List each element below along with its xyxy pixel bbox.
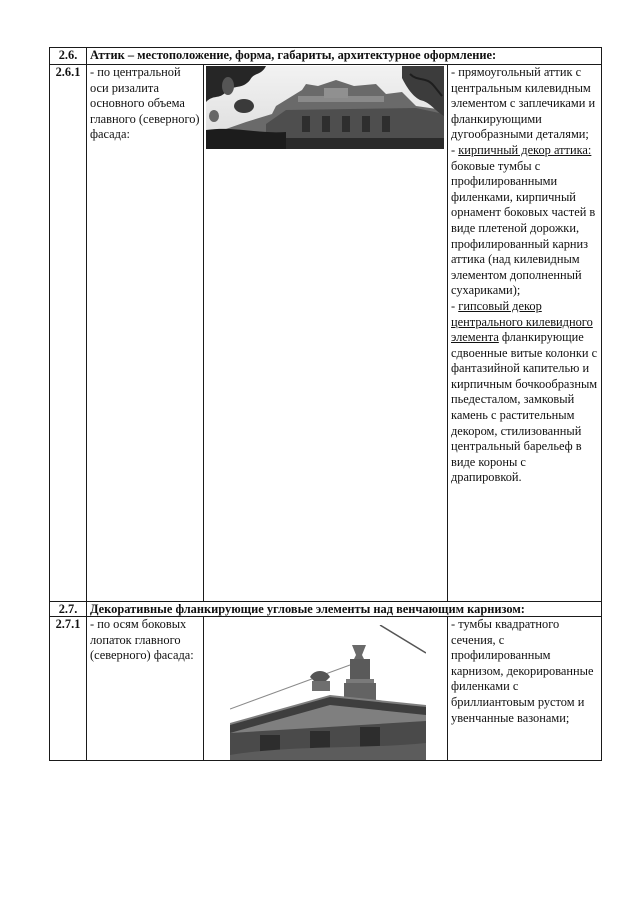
description-cell: - тумбы квадратного сечения, с профилированным карнизом, декорированные филенками с бриллиантовым рустом и увенчанные вазонами; [448, 617, 602, 761]
row-number: 2.6.1 [50, 65, 87, 602]
underlined-term: гипсовый декор центрального килевидного элемента [451, 298, 593, 345]
description-cell [448, 65, 602, 602]
photo-cell [204, 65, 448, 602]
dash: - [451, 142, 459, 157]
section-number: 2.7. [50, 602, 87, 617]
location-cell: - по осям боковых лопаток главного (северного) фасада: [87, 617, 204, 761]
description-paragraph [451, 143, 598, 299]
row-number: 2.7.1 [50, 617, 87, 761]
description-text: боковые тумбы с профилированными филенками, кирпичный орнамент боковых частей в виде плетеной дорожки, профилированный карниз аттика (над килевидным элементом дополненный сухариками); [451, 158, 596, 298]
section-number: 2.6. [50, 48, 87, 65]
description-paragraph [451, 299, 598, 486]
location-cell: - по центральной оси ризалита основного объема главного (северного) фасада: [87, 65, 204, 602]
monument-description-table [49, 47, 602, 761]
section-header-row [50, 48, 602, 65]
description-paragraph: - прямоугольный аттик с центральным килевидным элементом с заплечиками и фланкирующими дугообразными деталями; [451, 65, 596, 142]
section-heading: Декоративные фланкирующие угловые элементы над венчающим карнизом: [87, 602, 602, 617]
underlined-term: кирпичный декор аттика: [458, 142, 592, 157]
table-row [50, 65, 602, 602]
section-header-row [50, 602, 602, 617]
attic-photo [206, 66, 444, 149]
photo-cell [204, 617, 448, 761]
description-text: фланкирующие сдвоенные витые колонки с фантазийной капителью и кирпичным бочкообразным пьедесталом, замковый камень с растительным декором, стилизованный центральный барельеф в виде короны с драпировкой. [451, 330, 598, 485]
table-row [50, 617, 602, 761]
dash: - [451, 298, 459, 313]
section-heading: Аттик – местоположение, форма, габариты, архитектурное оформление: [87, 48, 602, 65]
corner-element-photo [230, 625, 426, 760]
